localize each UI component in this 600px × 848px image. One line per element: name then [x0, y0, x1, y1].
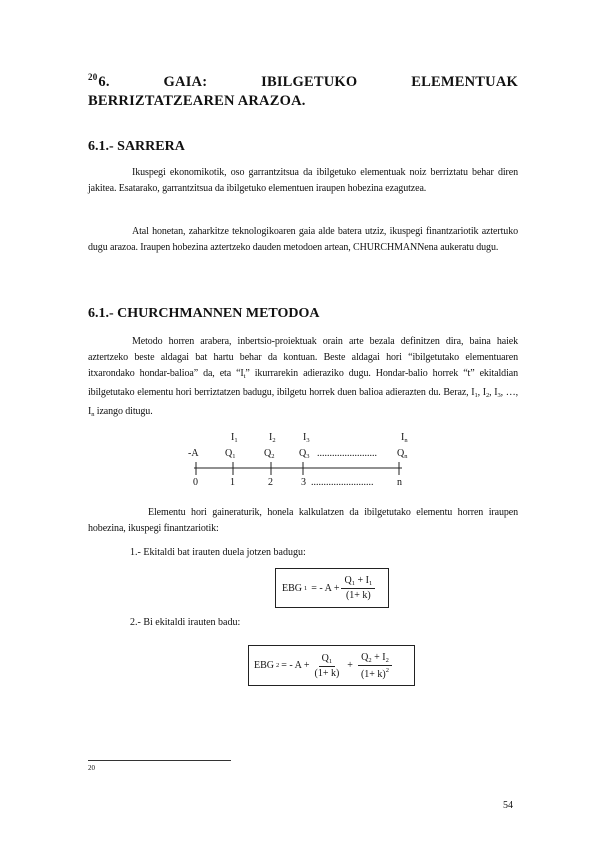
- after-timeline-paragraph: [88, 505, 518, 537]
- after-timeline-text: Elementu hori gaineraturik, honela kalkulatzen da ibilgetutako elementu horren iraupen hobezina, ikuspegi finantzariotik:: [88, 507, 518, 534]
- formula-ebg2: [248, 645, 415, 686]
- sarrera-paragraph-2: [88, 224, 518, 256]
- ebg2-f2-numerator: [358, 652, 392, 666]
- ebg1-num-q: Q: [344, 575, 352, 586]
- ebg2-f1-numerator: [319, 653, 335, 667]
- ebg1-lhs-sub: 1: [304, 584, 308, 592]
- tick-label-3: 3: [301, 477, 306, 488]
- ebg2-f2-q: Q: [361, 651, 369, 663]
- cashflow-timeline: [180, 432, 440, 494]
- label-I1-sub: 1: [234, 437, 238, 444]
- label-I3: $I_3$: [303, 432, 310, 444]
- label-Qn: $Q_n$: [397, 448, 408, 460]
- ebg2-f2-den-exponent: 2: [385, 666, 389, 674]
- para-text-f: izango ditugu.: [94, 406, 153, 417]
- page-number: 54: [503, 800, 513, 811]
- ebg2-f1-q: Q: [321, 652, 329, 664]
- tick-label-n: n: [397, 477, 402, 488]
- ebg2-f2-den-base: (1+ k): [360, 668, 386, 680]
- ebg2-f1-denominator: (1+ k): [314, 667, 340, 679]
- label-I2: $I_2$: [269, 432, 276, 444]
- para-text-a: Metodo horren arabera, inbertsio-proiektuak orain arte bezala definitzen dira, baina haiek aztertzeko beste aldagai bat hartu behar da kontuan. Beste aldagai hori “ibilgetutako elementuaren itxarondako hondar-balioa” da, eta “I: [88, 336, 518, 379]
- ebg2-lhs: EBG: [254, 660, 274, 671]
- label-In: $I_n$: [401, 432, 408, 444]
- label-I2-sub: 2: [272, 437, 276, 444]
- tick-label-2: 2: [268, 477, 273, 488]
- label-I1: $I_1$: [231, 432, 238, 444]
- label-Q3: $Q_3$: [299, 448, 310, 460]
- footnote-marker: 20: [88, 72, 98, 82]
- label-Q3-sub: 3: [306, 453, 310, 460]
- chapter-title-text: 6. GAIA: IBILGETUKO ELEMENTUAK BERRIZTATZEAREN ARAZOA.: [88, 74, 518, 109]
- ebg2-plus: +: [347, 660, 353, 671]
- ebg2-rhs-lead: = - A +: [281, 660, 310, 671]
- label-In-sub: n: [404, 437, 408, 444]
- tick-label-0: 0: [193, 477, 198, 488]
- label-Q2-sub: 2: [271, 453, 275, 460]
- ebg1-denominator: (1+ k): [345, 590, 371, 601]
- sub-3: 3: [497, 392, 501, 399]
- para-text-e: , …, I: [88, 387, 518, 417]
- ebg2-f2-plus-i: + I: [374, 651, 386, 663]
- ebg2-f2-q-sub: 2: [368, 656, 372, 664]
- para-text-b: ” ikurrarekin adieraziko dugu. Hondar-balio horrek “t” ekitaldian ibilgetutako elementu hori berriztatzen badugu, ibilgetu horrek duen balioa adierazten du. Beraz, I: [88, 368, 518, 398]
- ebg1-rhs-lead: = - A +: [311, 582, 340, 594]
- ebg2-f2-i-sub: 2: [385, 656, 389, 664]
- sarrera-paragraph-1: [88, 165, 518, 197]
- label-Q1-sub: 1: [232, 453, 236, 460]
- churchmann-paragraph: [88, 334, 518, 423]
- section-heading-sarrera: 6.1.- SARRERA: [88, 139, 185, 154]
- case1-label: 1.- Ekitaldi bat irauten duela jotzen badugu:: [130, 547, 306, 558]
- ebg1-numerator: [341, 575, 375, 589]
- ebg1-fraction: [341, 575, 375, 601]
- chapter-title: [88, 68, 518, 111]
- label-Q2: $Q_2$: [264, 448, 275, 460]
- sub-1: 1: [474, 392, 478, 399]
- sub-n: n: [91, 411, 95, 418]
- ebg2-f2-denominator: [358, 666, 392, 680]
- sarrera-p1-text: Ikuspegi ekonomikotik, oso garrantzitsua da ibilgetuko elementuak noiz berriztatu behar diren jakitea. Esatarako, garrantzitsua da ibilgetuko elementuen iraupen hobezina ezagutzea.: [88, 167, 518, 194]
- ebg2-f1-q-sub: 1: [328, 657, 333, 665]
- ebg1-num-q-sub: 1: [351, 580, 355, 587]
- ebg2-fraction-1: [311, 653, 342, 679]
- ebg1-num-plus-i: + I: [357, 575, 369, 586]
- sarrera-p2-text: Atal honetan, zaharkitze teknologikoaren gaia alde batera utziz, ikuspegi finantzariotik aztertuko dugu arazoa. Iraupen hobezina aztertzeko dauden metodoen artean, CHURCHMANNena aukeratu dugu.: [88, 226, 518, 253]
- q-dots: ........................: [317, 448, 377, 459]
- bottom-dots: .........................: [311, 477, 374, 488]
- label-Qn-sub: n: [404, 453, 408, 460]
- para-text-c: , I: [477, 387, 486, 398]
- ebg2-lhs-sub: 2: [276, 662, 280, 669]
- footnote: 20: [88, 764, 95, 772]
- para-text-d: , I: [489, 387, 498, 398]
- ebg2-fraction-2: [358, 652, 392, 680]
- label-Q1: $Q_1$: [225, 448, 236, 460]
- case2-label: 2.- Bi ekitaldi irauten badu:: [130, 617, 241, 628]
- ebg1-num-i-sub: 1: [368, 580, 373, 587]
- label-minus-A: -A: [188, 448, 199, 459]
- sub-2: 2: [485, 392, 490, 399]
- tick-label-1: 1: [230, 477, 235, 488]
- ebg1-lhs: EBG: [282, 582, 302, 594]
- footnote-separator: [88, 760, 231, 761]
- formula-ebg1: [275, 568, 389, 608]
- label-I3-sub: 3: [306, 437, 310, 444]
- section-heading-churchmann: 6.1.- CHURCHMANNEN METODOA: [88, 306, 320, 321]
- sub-t: t: [243, 373, 246, 380]
